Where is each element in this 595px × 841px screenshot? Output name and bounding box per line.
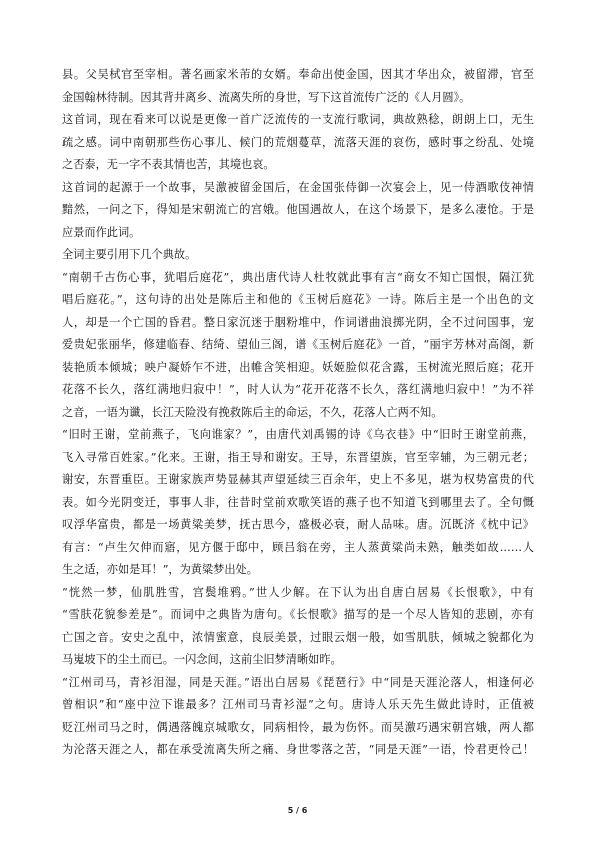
text-line: 全词主要引用下几个典故。 (62, 248, 197, 261)
paragraph (62, 582, 534, 672)
text-line: 县。父吴栻官至宰相。著名画家米芾的女婿。奉命出使金国，因其才华出众，被留滞，官至 (62, 68, 534, 81)
text-line: 花落不长久，落红满地归寂中！”，时人认为“花开花落不长久，落红满地归寂中！”为不祥 (62, 383, 534, 396)
text-line: 装艳质本倾城；映户凝娇乍不进，出帷含笑相迎。妖姬脸似花含露，玉树流光照后庭；花开 (62, 360, 534, 374)
body-text (62, 64, 534, 762)
text-line: 黯然，一问之下，得知是宋朝流亡的宫娥。他国遇故人，在这个场景下，是多么凄怆。于是 (62, 203, 534, 216)
text-line: 谢安，东晋重臣。王谢家族声势显赫其声望延续三百余年，史上不多见，堪为权势富贵的代 (62, 473, 534, 486)
text-line: “恍然一梦，仙肌胜雪，宫鬓堆鸦。”世人少解。在下认为出自唐白居易《长恨歌》，中有 (62, 585, 534, 599)
text-line: 疏之感。词中南朝那些伤心事儿、候门的荒烟蔓草，流落天涯的哀伤，感时事之纷乱、处境 (62, 135, 534, 149)
page-number: 5 / 6 (287, 806, 308, 815)
paragraph (62, 64, 534, 109)
paragraph (62, 424, 534, 582)
text-line: 曾相识”和“座中泣下谁最多？江州司马青衫湿”之句。唐诗人乐天先生做此诗时，正值被 (62, 698, 534, 711)
text-line: 金国翰林待制。因其背井离乡、流离失所的身世，写下这首流传广泛的《人月圆》。 (62, 90, 471, 104)
text-line: 这首词的起源于一个故事，吴激被留金国后，在金国张侍御一次宴会上，见一侍酒歌伎神情 (62, 180, 534, 194)
text-line: 人，却是一个亡国的昏君。整日家沉迷于胭粉堆中，作词谱曲浪掷光阴，全不过问国事，宠 (62, 315, 534, 329)
text-line: 贬江州司马之时，偶遇落魄京城歌女，同病相怜，最为伤怀。而吴激巧遇宋朝宫娥，两人都 (62, 720, 534, 734)
text-line: “江州司马，青衫泪湿，同是天涯。”语出白居易《琵琶行》中“同是天涯沦落人，相逢何必 (62, 675, 534, 689)
text-line: 叹浮华富贵，都是一场黄粱美梦，抚古思今，盛极必衰，耐人品味。唐。沉既济《枕中记》 (62, 518, 534, 531)
paragraph (62, 177, 534, 245)
text-line: 爱贵妃张丽华，修建临春、结绮、望仙三阁，谱《玉树后庭花》一首，“丽宇芳林对高阁，新 (62, 338, 534, 351)
text-line: 之音，一语为谶，长江天险没有挽救陈后主的命运，不久，花落人亡两不知。 (62, 405, 443, 419)
text-line: 有言：“卢生欠伸而寤，见方偃于邸中，顾吕翁在旁，主人蒸黄粱尚未熟，触类如故……人 (62, 540, 534, 554)
text-line: “南朝千古伤心事，犹唱后庭花”，典出唐代诗人杜牧就此事有言“商女不知亡国恨，隔江犹 (62, 270, 534, 284)
paragraph (62, 267, 534, 425)
text-line: “雪肤花貌参差是”。而词中之典皆为唐句。《长恨歌》描写的是一个尽人皆知的悲剧，亦有 (62, 608, 534, 621)
text-line: “旧时王谢，堂前燕子，飞向谁家？”，由唐代刘禹锡的诗《乌衣巷》中“旧时王谢堂前燕， (62, 428, 534, 441)
paragraph (62, 244, 534, 267)
paragraph (62, 109, 534, 177)
text-line: 为沦落天涯之人，都在承受流离失所之痛、身世零落之苦，“同是天涯”一语，怜君更怜己！ (62, 743, 534, 756)
text-line: 唱后庭花。”，这句诗的出处是陈后主和他的《玉树后庭花》一诗。陈后主是一个出色的文 (62, 293, 534, 306)
text-line: 生之适，亦如是耳！”，为黄粱梦出处。 (62, 563, 258, 576)
text-line: 应景而作此词。 (62, 225, 141, 239)
text-line: 马嵬坡下的尘土而已。一闪念间，这前尘旧梦清晰如昨。 (62, 653, 342, 666)
text-line: 之否泰，无一字不表其情也苦，其境也哀。 (62, 158, 275, 171)
text-line: 飞入寻常百姓家。”化来。王谢，指王导和谢安。王导，东晋望族，官至宰辅，为三朝元老； (62, 450, 534, 464)
text-line: 亡国之音。安史之乱中，浓情蜜意，良辰美景，过眼云烟一般，如雪肌肤，倾城之貌都化为 (62, 630, 534, 644)
text-line: 这首词，现在看来可以说是更像一首广泛流传的一支流行歌词，典故熟稔，朗朗上口，无生 (62, 113, 534, 126)
text-line: 表。如今光阴变迁，事事人非，往昔时堂前欢歌笑语的燕子也不知道飞到哪里去了。全句慨 (62, 495, 534, 509)
paragraph (62, 672, 534, 762)
